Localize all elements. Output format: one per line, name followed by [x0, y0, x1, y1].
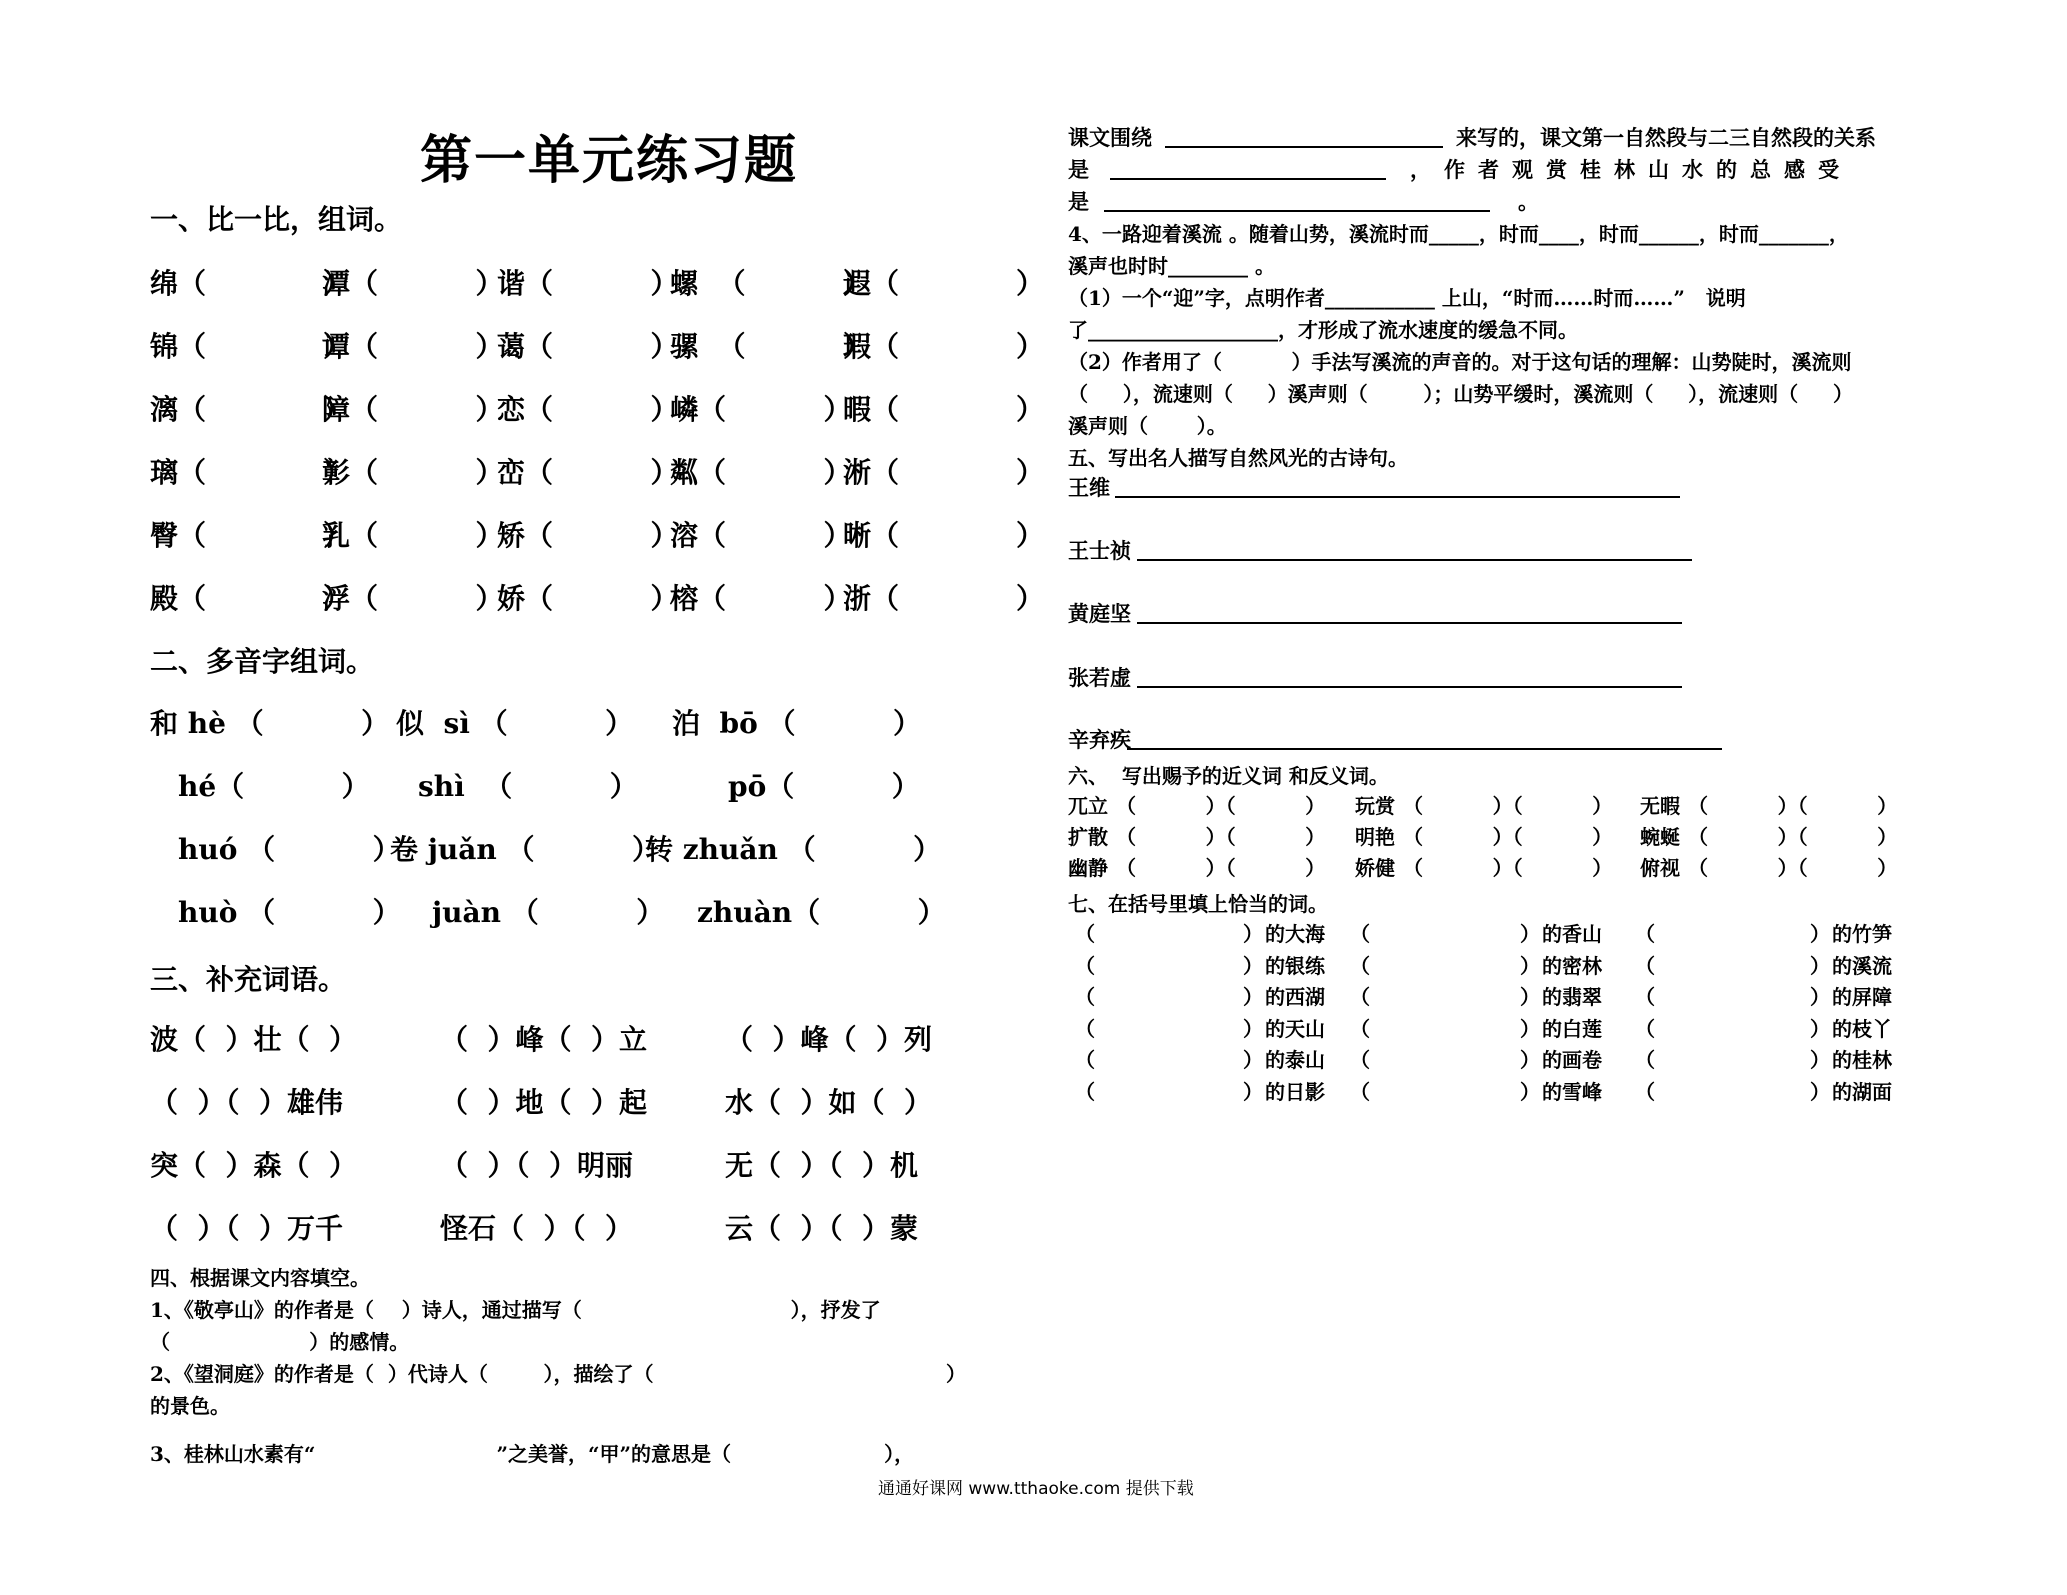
- synonym-antonym-blank[interactable]: （ ）（ ）: [1688, 825, 1898, 849]
- word-group-item[interactable]: 瑕（ ）: [843, 330, 1044, 363]
- poem-answer-line[interactable]: [1127, 748, 1722, 750]
- synonym-antonym-blank[interactable]: （ ）（ ）: [1116, 825, 1326, 849]
- descriptive-noun: 的溪流: [1832, 953, 1892, 978]
- fill-blank-open[interactable]: （: [1350, 1048, 1370, 1072]
- section-7-heading: 七、在括号里填上恰当的词。: [1068, 892, 1328, 916]
- q4-line-7: 溪声则（ ）。: [1068, 414, 1227, 438]
- idiom-item[interactable]: （ ）（ ）万千: [150, 1212, 343, 1245]
- word-group-item[interactable]: 谭（ ）: [322, 330, 504, 363]
- section-1-heading: 一、比一比，组词。: [150, 203, 403, 236]
- polyphone-item[interactable]: shì （ ）: [418, 770, 638, 803]
- word-group-item[interactable]: 浙（ ）: [843, 582, 1044, 615]
- word-group-item[interactable]: 璃（ ）: [150, 456, 351, 489]
- word-group-item[interactable]: 恋（ ）: [497, 393, 679, 426]
- descriptive-noun: 的竹笋: [1832, 922, 1892, 946]
- descriptive-noun: 的日影: [1265, 1079, 1325, 1104]
- idiom-item[interactable]: （ ）峰（ ）立: [440, 1023, 647, 1056]
- idiom-item[interactable]: （ ）（ ）雄伟: [150, 1086, 343, 1119]
- synonym-antonym-blank[interactable]: （ ）（ ）: [1116, 856, 1326, 880]
- synonym-antonym-word: 娇健: [1355, 856, 1395, 880]
- idiom-item[interactable]: （ ）（ ）明丽: [440, 1149, 633, 1182]
- polyphone-item[interactable]: pō（ ）: [728, 770, 920, 803]
- fill-blank-open[interactable]: （: [1635, 1079, 1655, 1104]
- fill-blank-open[interactable]: （: [1350, 1079, 1370, 1104]
- descriptive-noun: 的桂林: [1832, 1048, 1892, 1072]
- polyphone-item[interactable]: juàn （ ）: [432, 896, 665, 929]
- descriptive-noun: 的天山: [1265, 1016, 1325, 1041]
- synonym-antonym-word: 明艳: [1355, 825, 1395, 849]
- fill-blank-close: ）: [1243, 1048, 1263, 1072]
- fill-blank-open[interactable]: （: [1075, 985, 1095, 1009]
- polyphone-item[interactable]: huò （ ）: [178, 896, 401, 929]
- page-title: 第一单元练习题: [420, 130, 799, 191]
- fill-blank-close: ）: [1810, 985, 1830, 1009]
- word-group-item[interactable]: 峦（ ）: [497, 456, 679, 489]
- q2-line-a: 2、《望洞庭》的作者是（ ）代诗人（ ），描绘了（ ）: [150, 1362, 966, 1386]
- fill-blank-close: ）: [1810, 922, 1830, 946]
- idiom-item[interactable]: 水（ ）如（ ）: [725, 1086, 932, 1119]
- descriptive-noun: 的白莲: [1542, 1016, 1602, 1041]
- fill-blank-close: ）: [1243, 1079, 1263, 1104]
- section-4-heading: 四、根据课文内容填空。: [150, 1266, 370, 1290]
- word-group-item[interactable]: 潭（ ）: [322, 267, 504, 300]
- poem-answer-line[interactable]: [1137, 686, 1682, 688]
- footer-credit: 通通好课网 www.tthaoke.com 提供下载: [878, 1479, 1194, 1499]
- fill-blank-open[interactable]: （: [1635, 1016, 1655, 1041]
- poet-name: 辛弃疾: [1068, 727, 1131, 752]
- fill-blank-close: ）: [1243, 953, 1263, 978]
- fill-blank-open[interactable]: （: [1075, 1048, 1095, 1072]
- synonym-antonym-word: 玩赏: [1355, 794, 1395, 818]
- section-6-heading: 六、 写出赐予的近义词 和反义词。: [1068, 764, 1389, 788]
- idiom-item[interactable]: （ ）峰（ ）列: [725, 1023, 932, 1056]
- c3-a: 是: [1068, 189, 1089, 214]
- polyphone-item[interactable]: 泊 bō （ ）: [672, 707, 921, 740]
- fill-blank-close: ）: [1243, 985, 1263, 1009]
- synonym-antonym-blank[interactable]: （ ）（ ）: [1403, 856, 1613, 880]
- word-group-item[interactable]: 彰（ ）: [322, 456, 504, 489]
- synonym-antonym-word: 幽静: [1068, 856, 1108, 880]
- poet-name: 王士祯: [1068, 538, 1131, 563]
- c1-a: 课文围绕: [1068, 125, 1152, 150]
- word-group-item[interactable]: 谐（ ）: [497, 267, 679, 300]
- fill-blank-close: ）: [1810, 1016, 1830, 1041]
- descriptive-noun: 的西湖: [1265, 985, 1325, 1009]
- descriptive-noun: 的湖面: [1832, 1079, 1892, 1104]
- word-group-item[interactable]: 绵（ ）: [150, 267, 351, 300]
- descriptive-noun: 的大海: [1265, 922, 1325, 946]
- word-group-item[interactable]: 漓（ ）: [150, 393, 351, 426]
- word-group-item[interactable]: 殿（ ）: [150, 582, 351, 615]
- synonym-antonym-word: 兀立: [1068, 794, 1108, 818]
- synonym-antonym-word: 扩散: [1068, 825, 1108, 849]
- polyphone-item[interactable]: huó （ ）: [178, 833, 401, 866]
- word-group-item[interactable]: 淅（ ）: [843, 456, 1044, 489]
- polyphone-item[interactable]: hé（ ）: [178, 770, 370, 803]
- q1-line-a: 1、《敬亭山》的作者是（ ）诗人，通过描写（ ），抒发了: [150, 1298, 881, 1322]
- q1-line-b: （ ）的感情。: [150, 1330, 410, 1354]
- word-group-item[interactable]: 娇（ ）: [497, 582, 679, 615]
- section-3-heading: 三、补充词语。: [150, 963, 347, 996]
- word-group-item[interactable]: 螺 （ ）: [670, 267, 871, 300]
- fill-blank-close: ）: [1810, 953, 1830, 978]
- answer-line[interactable]: [1110, 178, 1386, 180]
- poet-name: 张若虚: [1068, 665, 1131, 690]
- word-group-item[interactable]: 暇（ ）: [843, 393, 1044, 426]
- descriptive-noun: 的屏障: [1832, 985, 1892, 1009]
- fill-blank-open[interactable]: （: [1350, 953, 1370, 978]
- descriptive-noun: 的银练: [1265, 953, 1325, 978]
- q4-line-4: 了___________________，才形成了流水速度的缓急不同。: [1068, 318, 1578, 342]
- fill-blank-close: ）: [1520, 1079, 1540, 1104]
- fill-blank-close: ）: [1243, 922, 1263, 946]
- word-group-item[interactable]: 障（ ）: [322, 393, 504, 426]
- synonym-antonym-blank[interactable]: （ ）（ ）: [1688, 856, 1898, 880]
- word-group-item[interactable]: 乳（ ）: [322, 519, 504, 552]
- q2-line-b: 的景色。: [150, 1394, 230, 1418]
- fill-blank-open[interactable]: （: [1635, 953, 1655, 978]
- descriptive-noun: 的泰山: [1265, 1048, 1325, 1072]
- c1-b: 来写的，课文第一自然段与二三自然段的关系: [1456, 125, 1876, 150]
- fill-blank-open[interactable]: （: [1075, 953, 1095, 978]
- fill-blank-close: ）: [1520, 953, 1540, 978]
- c3-b: 。: [1518, 189, 1539, 214]
- q4-line-2: 溪声也时时________ 。: [1068, 254, 1275, 278]
- word-group-item[interactable]: 嶙（ ）: [670, 393, 852, 426]
- fill-blank-open[interactable]: （: [1350, 922, 1370, 946]
- idiom-item[interactable]: 云（ ）（ ）蒙: [725, 1212, 918, 1245]
- synonym-antonym-word: 俯视: [1640, 856, 1680, 880]
- synonym-antonym-blank[interactable]: （ ）（ ）: [1403, 825, 1613, 849]
- fill-blank-open[interactable]: （: [1635, 1048, 1655, 1072]
- fill-blank-open[interactable]: （: [1075, 1016, 1095, 1041]
- word-group-item[interactable]: 臀（ ）: [150, 519, 351, 552]
- synonym-antonym-word: 无暇: [1640, 794, 1680, 818]
- synonym-antonym-blank[interactable]: （ ）（ ）: [1116, 794, 1326, 818]
- word-group-item[interactable]: 蔼（ ）: [497, 330, 679, 363]
- fill-blank-close: ）: [1520, 985, 1540, 1009]
- word-group-item[interactable]: 矫（ ）: [497, 519, 679, 552]
- word-group-item[interactable]: 晰（ ）: [843, 519, 1044, 552]
- descriptive-noun: 的雪峰: [1542, 1079, 1602, 1104]
- c2-b: ，作者观赏桂林山水的总感受: [1410, 157, 1852, 182]
- word-group-item[interactable]: 骡 （ ）: [670, 330, 871, 363]
- synonym-antonym-word: 蜿蜒: [1640, 825, 1680, 849]
- answer-line[interactable]: [1165, 146, 1443, 148]
- q4-line-6: （ ），流速则（ ）溪声则（ ）；山势平缓时，溪流则（ ），流速则（ ）: [1068, 382, 1853, 406]
- word-group-item[interactable]: 浮（ ）: [322, 582, 504, 615]
- fill-blank-open[interactable]: （: [1635, 985, 1655, 1009]
- polyphone-item[interactable]: 和 hè （ ）: [150, 707, 390, 740]
- fill-blank-close: ）: [1520, 922, 1540, 946]
- fill-blank-close: ）: [1810, 1048, 1830, 1072]
- fill-blank-close: ）: [1520, 1016, 1540, 1041]
- poem-answer-line[interactable]: [1115, 496, 1680, 498]
- answer-line[interactable]: [1104, 210, 1490, 212]
- descriptive-noun: 的翡翠: [1542, 985, 1602, 1009]
- descriptive-noun: 的密林: [1542, 953, 1602, 978]
- word-group-item[interactable]: 锦（ ）: [150, 330, 351, 363]
- polyphone-item[interactable]: 似 sì （ ）: [396, 707, 634, 740]
- polyphone-item[interactable]: zhuàn（ ）: [697, 896, 946, 929]
- fill-blank-open[interactable]: （: [1075, 922, 1095, 946]
- section-5-heading: 五、写出名人描写自然风光的古诗句。: [1068, 446, 1408, 470]
- poet-name: 黄庭坚: [1068, 601, 1131, 626]
- fill-blank-close: ）: [1810, 1079, 1830, 1104]
- idiom-item[interactable]: （ ）地（ ）起: [440, 1086, 647, 1119]
- c2-a: 是: [1068, 157, 1089, 182]
- q4-line-3: （1）一个“迎”字，点明作者___________ 上山，“时而……时而……” 说明: [1068, 286, 1746, 310]
- fill-blank-open[interactable]: （: [1350, 1016, 1370, 1041]
- synonym-antonym-blank[interactable]: （ ）（ ）: [1688, 794, 1898, 818]
- q4-line-1: 4、一路迎着溪流 。随着山势，溪流时而_____，时而____，时而______，时而_______，: [1068, 222, 1849, 246]
- word-group-item[interactable]: 榕（ ）: [670, 582, 852, 615]
- word-group-item[interactable]: 粼（ ）: [670, 456, 852, 489]
- poem-answer-line[interactable]: [1137, 559, 1692, 561]
- fill-blank-open[interactable]: （: [1075, 1079, 1095, 1104]
- idiom-item[interactable]: 无（ ）（ ）机: [725, 1149, 918, 1182]
- descriptive-noun: 的香山: [1542, 922, 1602, 946]
- poem-answer-line[interactable]: [1137, 622, 1682, 624]
- word-group-item[interactable]: 溶（ ）: [670, 519, 852, 552]
- polyphone-item[interactable]: 卷 juǎn （ ）: [390, 833, 660, 866]
- idiom-item[interactable]: 波（ ）壮（ ）: [150, 1023, 357, 1056]
- poet-name: 王维: [1068, 475, 1110, 500]
- word-group-item[interactable]: 遐（ ）: [843, 267, 1044, 300]
- descriptive-noun: 的画卷: [1542, 1048, 1602, 1072]
- fill-blank-close: ）: [1243, 1016, 1263, 1041]
- idiom-item[interactable]: 突（ ）森（ ）: [150, 1149, 357, 1182]
- q3-line: 3、桂林山水素有“ ”之美誉，“甲”的意思是（ ），: [150, 1442, 915, 1466]
- fill-blank-close: ）: [1520, 1048, 1540, 1072]
- fill-blank-open[interactable]: （: [1350, 985, 1370, 1009]
- descriptive-noun: 的枝丫: [1832, 1016, 1892, 1041]
- section-2-heading: 二、多音字组词。: [150, 645, 375, 678]
- fill-blank-open[interactable]: （: [1635, 922, 1655, 946]
- idiom-item[interactable]: 怪石（ ）（ ）: [440, 1212, 633, 1245]
- synonym-antonym-blank[interactable]: （ ）（ ）: [1403, 794, 1613, 818]
- q4-line-5: （2）作者用了（ ）手法写溪流的声音的。对于这句话的理解：山势陡时，溪流则: [1068, 350, 1852, 374]
- polyphone-item[interactable]: 转 zhuǎn （ ）: [645, 833, 942, 866]
